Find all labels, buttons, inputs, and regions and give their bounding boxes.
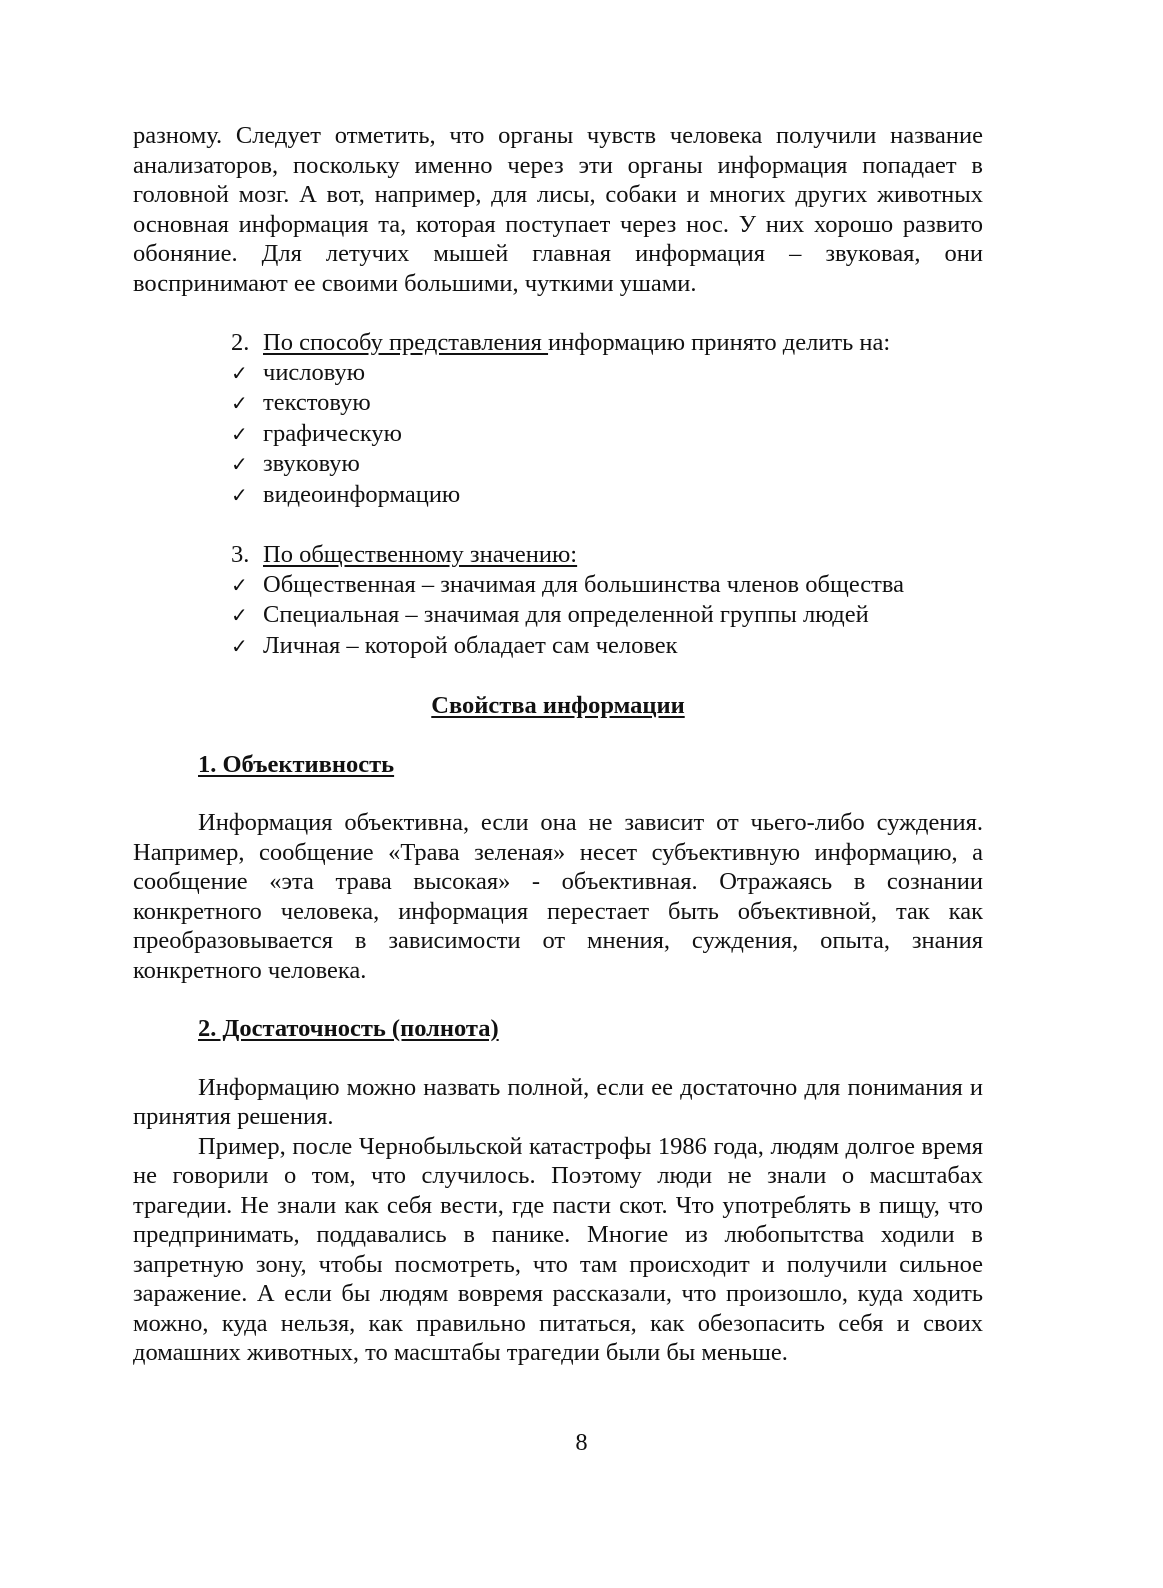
document-page — [133, 121, 983, 1368]
page-number: 8 — [575, 1429, 588, 1456]
checkmark-icon: ✓ — [231, 452, 248, 476]
list-item-text: Специальная – значимая для определенной группы людей — [263, 601, 869, 628]
social-significance-list-heading — [231, 540, 983, 570]
list-item — [231, 600, 983, 631]
list-item-text: текстовую — [263, 389, 371, 416]
checkmark-icon: ✓ — [231, 633, 248, 658]
checkmark-icon: ✓ — [231, 482, 248, 507]
objectivity-paragraph: Информация объективна, если она не зависит от чьего-либо суждения. Например, сообщение «Трава зеленая» несет субъективную информацию, а сообщение «эта трава высокая» - объективная. Отражаясь в сознании конкретного человека, информация перестает быть объективной, так как преобразовывается в зависимости от мнения, суждения, опыта, знания конкретного человека. — [133, 809, 983, 984]
checkmark-icon: ✓ — [231, 391, 248, 415]
list-item — [231, 358, 983, 389]
list-item — [231, 449, 983, 480]
social-significance-list — [231, 540, 983, 661]
property-heading-sufficiency: 2. Достаточность (полнота) — [198, 1015, 499, 1042]
section-title: Свойства информации — [431, 692, 685, 719]
list-item-text: видеоинформацию — [263, 480, 461, 508]
list-item — [231, 480, 983, 511]
list-item-text: числовую — [263, 358, 366, 386]
list-item-text: звуковую — [263, 450, 360, 477]
list-item-text: графическую — [263, 419, 402, 447]
list-number: 3. — [231, 541, 250, 568]
checkmark-icon: ✓ — [231, 360, 248, 385]
list-item-text: Общественная – значимая для большинства членов общества — [263, 570, 905, 598]
social-significance-items — [231, 570, 983, 662]
checkmark-icon: ✓ — [231, 421, 248, 446]
chernobyl-example-paragraph: Пример, после Чернобыльской катастрофы 1986 года, людям долгое время не говорили о том, что случилось. Поэтому люди не знали о масштабах трагедии. Не знали как себя вести, где пасти скот. Что употреблять в пищу, что предпринимать, поддавались в панике. Многие из любопытства ходили в запретную зону, чтобы посмотреть, что там происходит и получили сильное заражение. А если бы людям вовремя рассказали, что произошло, куда ходить можно, куда нельзя, как правильно питаться, как обезопасить себя и своих домашних животных, то масштабы трагедии были бы меньше. — [133, 1132, 983, 1366]
list-item — [231, 388, 983, 419]
representation-list-heading — [231, 328, 983, 358]
list-item — [231, 570, 983, 601]
list-heading-rest: информацию принято делить на: — [548, 329, 891, 356]
list-item — [231, 419, 983, 450]
representation-list — [231, 328, 983, 510]
intro-paragraph: разному. Следует отметить, что органы чувств человека получили название анализаторов, поскольку именно через эти органы информация попадает в головной мозг. А вот, например, для лисы, собаки и многих других животных основная информация та, которая поступает через нос. У них хорошо развито обоняние. Для летучих мышей главная информация – звуковая, они воспринимают ее своими большими, чуткими ушами. — [133, 122, 983, 297]
sufficiency-paragraph: Информацию можно назвать полной, если ее достаточно для понимания и принятия решения. — [133, 1073, 983, 1130]
property-heading-objectivity: 1. Объективность — [198, 750, 395, 778]
checkmark-icon: ✓ — [231, 603, 248, 627]
list-item — [231, 631, 983, 662]
representation-items — [231, 358, 983, 511]
list-heading-underlined: По способу представления — [263, 329, 549, 356]
list-heading-underlined: По общественному значению: — [263, 541, 578, 568]
list-item-text: Личная – которой обладает сам человек — [263, 631, 678, 659]
checkmark-icon: ✓ — [231, 572, 248, 597]
list-number: 2. — [231, 329, 250, 356]
